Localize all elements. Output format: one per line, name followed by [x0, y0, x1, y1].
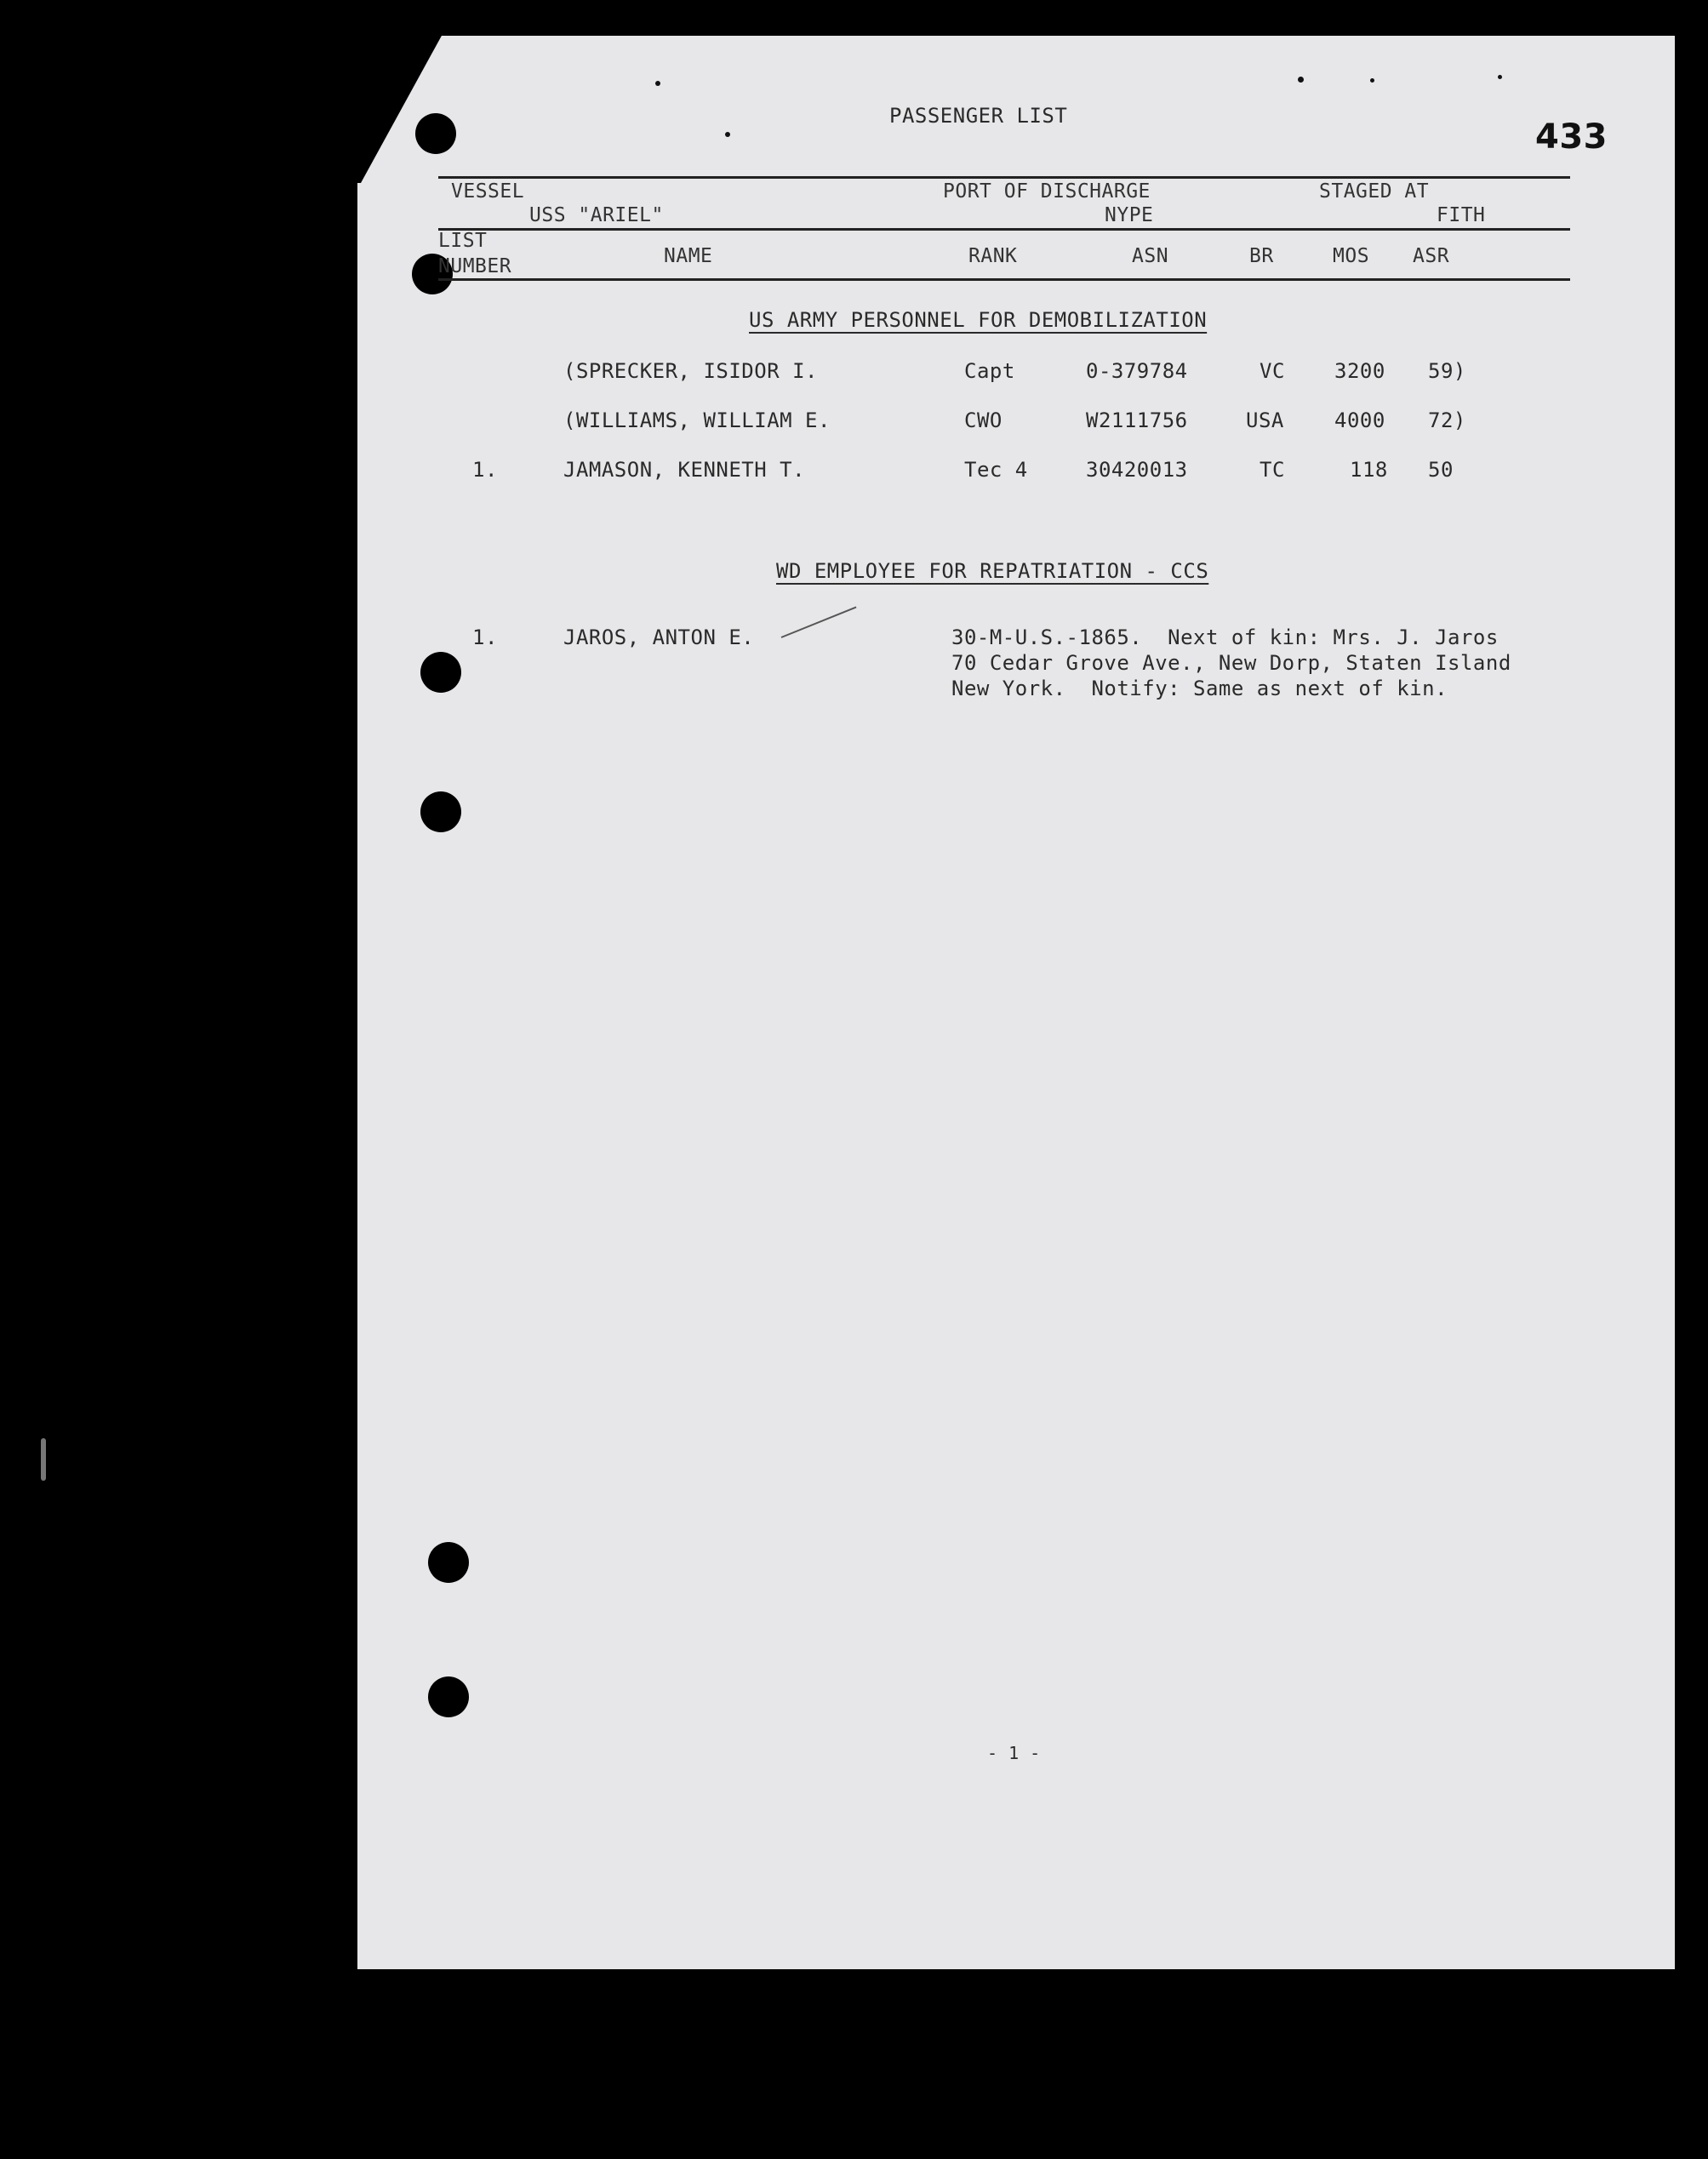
paper-speck	[1370, 78, 1374, 83]
row-asr: 72)	[1428, 408, 1466, 432]
row-rank: Capt	[964, 359, 1015, 383]
section-title-repatriation: WD EMPLOYEE FOR REPATRIATION - CCS	[776, 559, 1209, 583]
row-detail-line: New York. Notify: Same as next of kin.	[951, 677, 1448, 700]
col-list-number-line2: NUMBER	[438, 255, 512, 277]
vessel-label: VESSEL	[451, 180, 525, 203]
punch-hole	[428, 1676, 469, 1717]
col-name: NAME	[664, 245, 713, 267]
row-name: JAMASON, KENNETH T.	[563, 458, 806, 482]
header-rule-bottom	[438, 278, 1570, 281]
row-asn: 0-379784	[1086, 359, 1188, 383]
port-value: NYPE	[1105, 204, 1154, 226]
row-mos: 4000	[1334, 408, 1385, 432]
row-asn: 30420013	[1086, 458, 1188, 482]
paper-speck	[41, 1438, 46, 1481]
row-asr: 59)	[1428, 359, 1466, 383]
row-name: (WILLIAMS, WILLIAM E.	[563, 408, 831, 432]
paper-speck	[1298, 77, 1304, 83]
punch-hole	[415, 113, 456, 154]
header-rule-top	[438, 176, 1570, 179]
header-rule-middle	[438, 228, 1570, 231]
row-mos: 3200	[1334, 359, 1385, 383]
row-br: VC	[1260, 359, 1285, 383]
page-footer: - 1 -	[987, 1743, 1041, 1763]
row-number: 1.	[472, 458, 498, 482]
row-number: 1.	[472, 625, 498, 649]
paper-speck	[655, 81, 660, 86]
row-detail-line: 30-M-U.S.-1865. Next of kin: Mrs. J. Jaros	[951, 625, 1499, 649]
row-asr: 50	[1428, 458, 1454, 482]
punch-hole	[428, 1542, 469, 1583]
col-br: BR	[1249, 245, 1274, 267]
paper-speck	[1498, 75, 1502, 79]
staged-label: STAGED AT	[1319, 180, 1430, 203]
row-mos: 118	[1350, 458, 1388, 482]
row-detail-line: 70 Cedar Grove Ave., New Dorp, Staten Island	[951, 651, 1511, 675]
col-list-number-line1: LIST	[438, 230, 488, 252]
row-br: TC	[1260, 458, 1285, 482]
document-title: PASSENGER LIST	[889, 104, 1068, 128]
col-asn: ASN	[1132, 245, 1169, 267]
punch-hole	[420, 791, 461, 832]
col-mos: MOS	[1333, 245, 1370, 267]
row-rank: CWO	[964, 408, 1003, 432]
staged-value: FITH	[1437, 204, 1486, 226]
punch-hole	[420, 652, 461, 693]
paper-speck	[725, 132, 730, 137]
section-title-demobilization: US ARMY PERSONNEL FOR DEMOBILIZATION	[749, 308, 1208, 332]
page-number: 433	[1535, 117, 1608, 157]
port-label: PORT OF DISCHARGE	[943, 180, 1151, 203]
row-rank: Tec 4	[964, 458, 1028, 482]
col-rank: RANK	[968, 245, 1018, 267]
row-name: (SPRECKER, ISIDOR I.	[563, 359, 818, 383]
vessel-value: USS "ARIEL"	[529, 204, 664, 226]
row-asn: W2111756	[1086, 408, 1188, 432]
row-br: USA	[1246, 408, 1284, 432]
row-name: JAROS, ANTON E.	[563, 625, 755, 649]
col-asr: ASR	[1413, 245, 1450, 267]
